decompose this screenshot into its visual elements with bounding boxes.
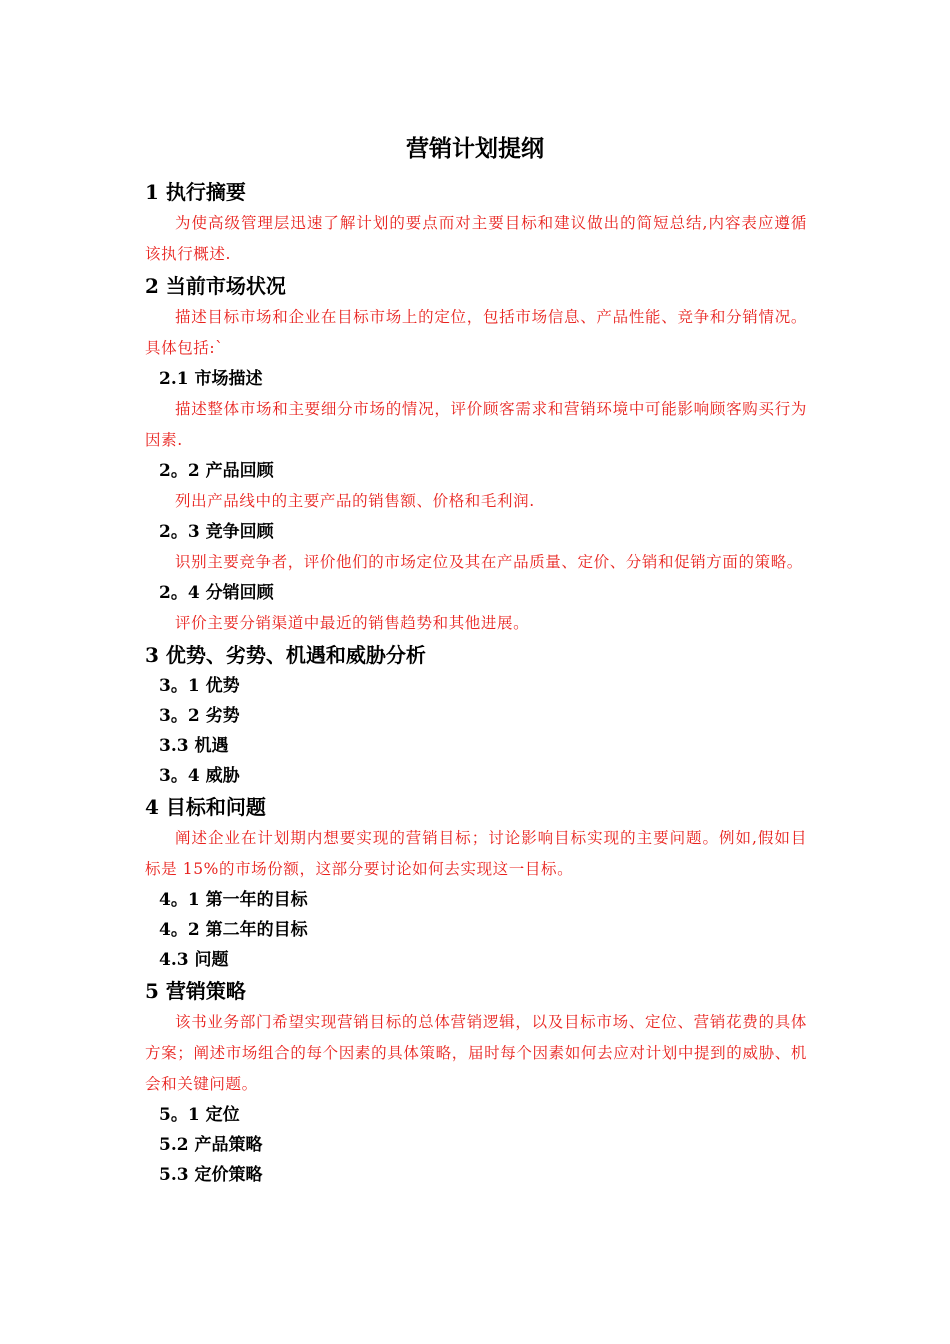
subsection-4-2-heading: 4。2 第二年的目标 (159, 920, 308, 940)
subsection-3-3-heading: 3.3 机遇 (159, 736, 229, 756)
section-5-heading: 5 营销策略 (145, 979, 246, 1003)
subsection-5-2-heading: 5.2 产品策略 (159, 1135, 263, 1155)
subsection-2-3-paragraph: 识别主要竞争者，评价他们的市场定位及其在产品质量、定价、分销和促销方面的策略。 (175, 553, 803, 571)
document-title: 营销计划提纲 (406, 135, 544, 162)
section-3-heading: 3 优势、劣势、机遇和威胁分析 (145, 643, 426, 667)
section-1-heading: 1 执行摘要 (145, 180, 246, 204)
section-2-heading: 2 当前市场状况 (145, 274, 286, 298)
subsection-3-4-heading: 3。4 威胁 (159, 766, 240, 786)
document-body (145, 176, 807, 1190)
subsection-2-1-paragraph: 描述整体市场和主要细分市场的情况，评价顾客需求和营销环境中可能影响顾客购买行为因素. (145, 400, 807, 449)
subsection-3-2-heading: 3。2 劣势 (159, 706, 240, 726)
subsection-2-2-heading: 2。2 产品回顾 (159, 461, 274, 481)
section-5-paragraph: 该书业务部门希望实现营销目标的总体营销逻辑，以及目标市场、定位、营销花费的具体方案；阐述市场组合的每个因素的具体策略，届时每个因素如何去应对计划中提到的威胁、机会和关键问题。 (145, 1013, 807, 1093)
subsection-2-2-paragraph: 列出产品线中的主要产品的销售额、价格和毛利润. (175, 492, 535, 510)
section-2-paragraph: 描述目标市场和企业在目标市场上的定位，包括市场信息、产品性能、竞争和分销情况。具体包括:` (145, 308, 807, 357)
subsection-5-1-heading: 5。1 定位 (159, 1105, 240, 1125)
subsection-2-3-heading: 2。3 竞争回顾 (159, 522, 274, 542)
section-4-paragraph: 阐述企业在计划期内想要实现的营销目标；讨论影响目标实现的主要问题。例如,假如目标是 15%的市场份额，这部分要讨论如何去实现这一目标。 (145, 829, 807, 878)
subsection-4-3-heading: 4.3 问题 (159, 950, 229, 970)
subsection-3-1-heading: 3。1 优势 (159, 676, 240, 696)
subsection-2-4-paragraph: 评价主要分销渠道中最近的销售趋势和其他进展。 (175, 614, 530, 632)
subsection-2-1-heading: 2.1 市场描述 (159, 369, 263, 389)
subsection-4-1-heading: 4。1 第一年的目标 (159, 890, 308, 910)
subsection-2-4-heading: 2。4 分销回顾 (159, 583, 274, 603)
section-4-heading: 4 目标和问题 (145, 795, 266, 819)
section-1-paragraph: 为使高级管理层迅速了解计划的要点而对主要目标和建议做出的简短总结,内容表应遵循该执行概述. (145, 214, 807, 263)
subsection-5-3-heading: 5.3 定价策略 (159, 1165, 263, 1185)
